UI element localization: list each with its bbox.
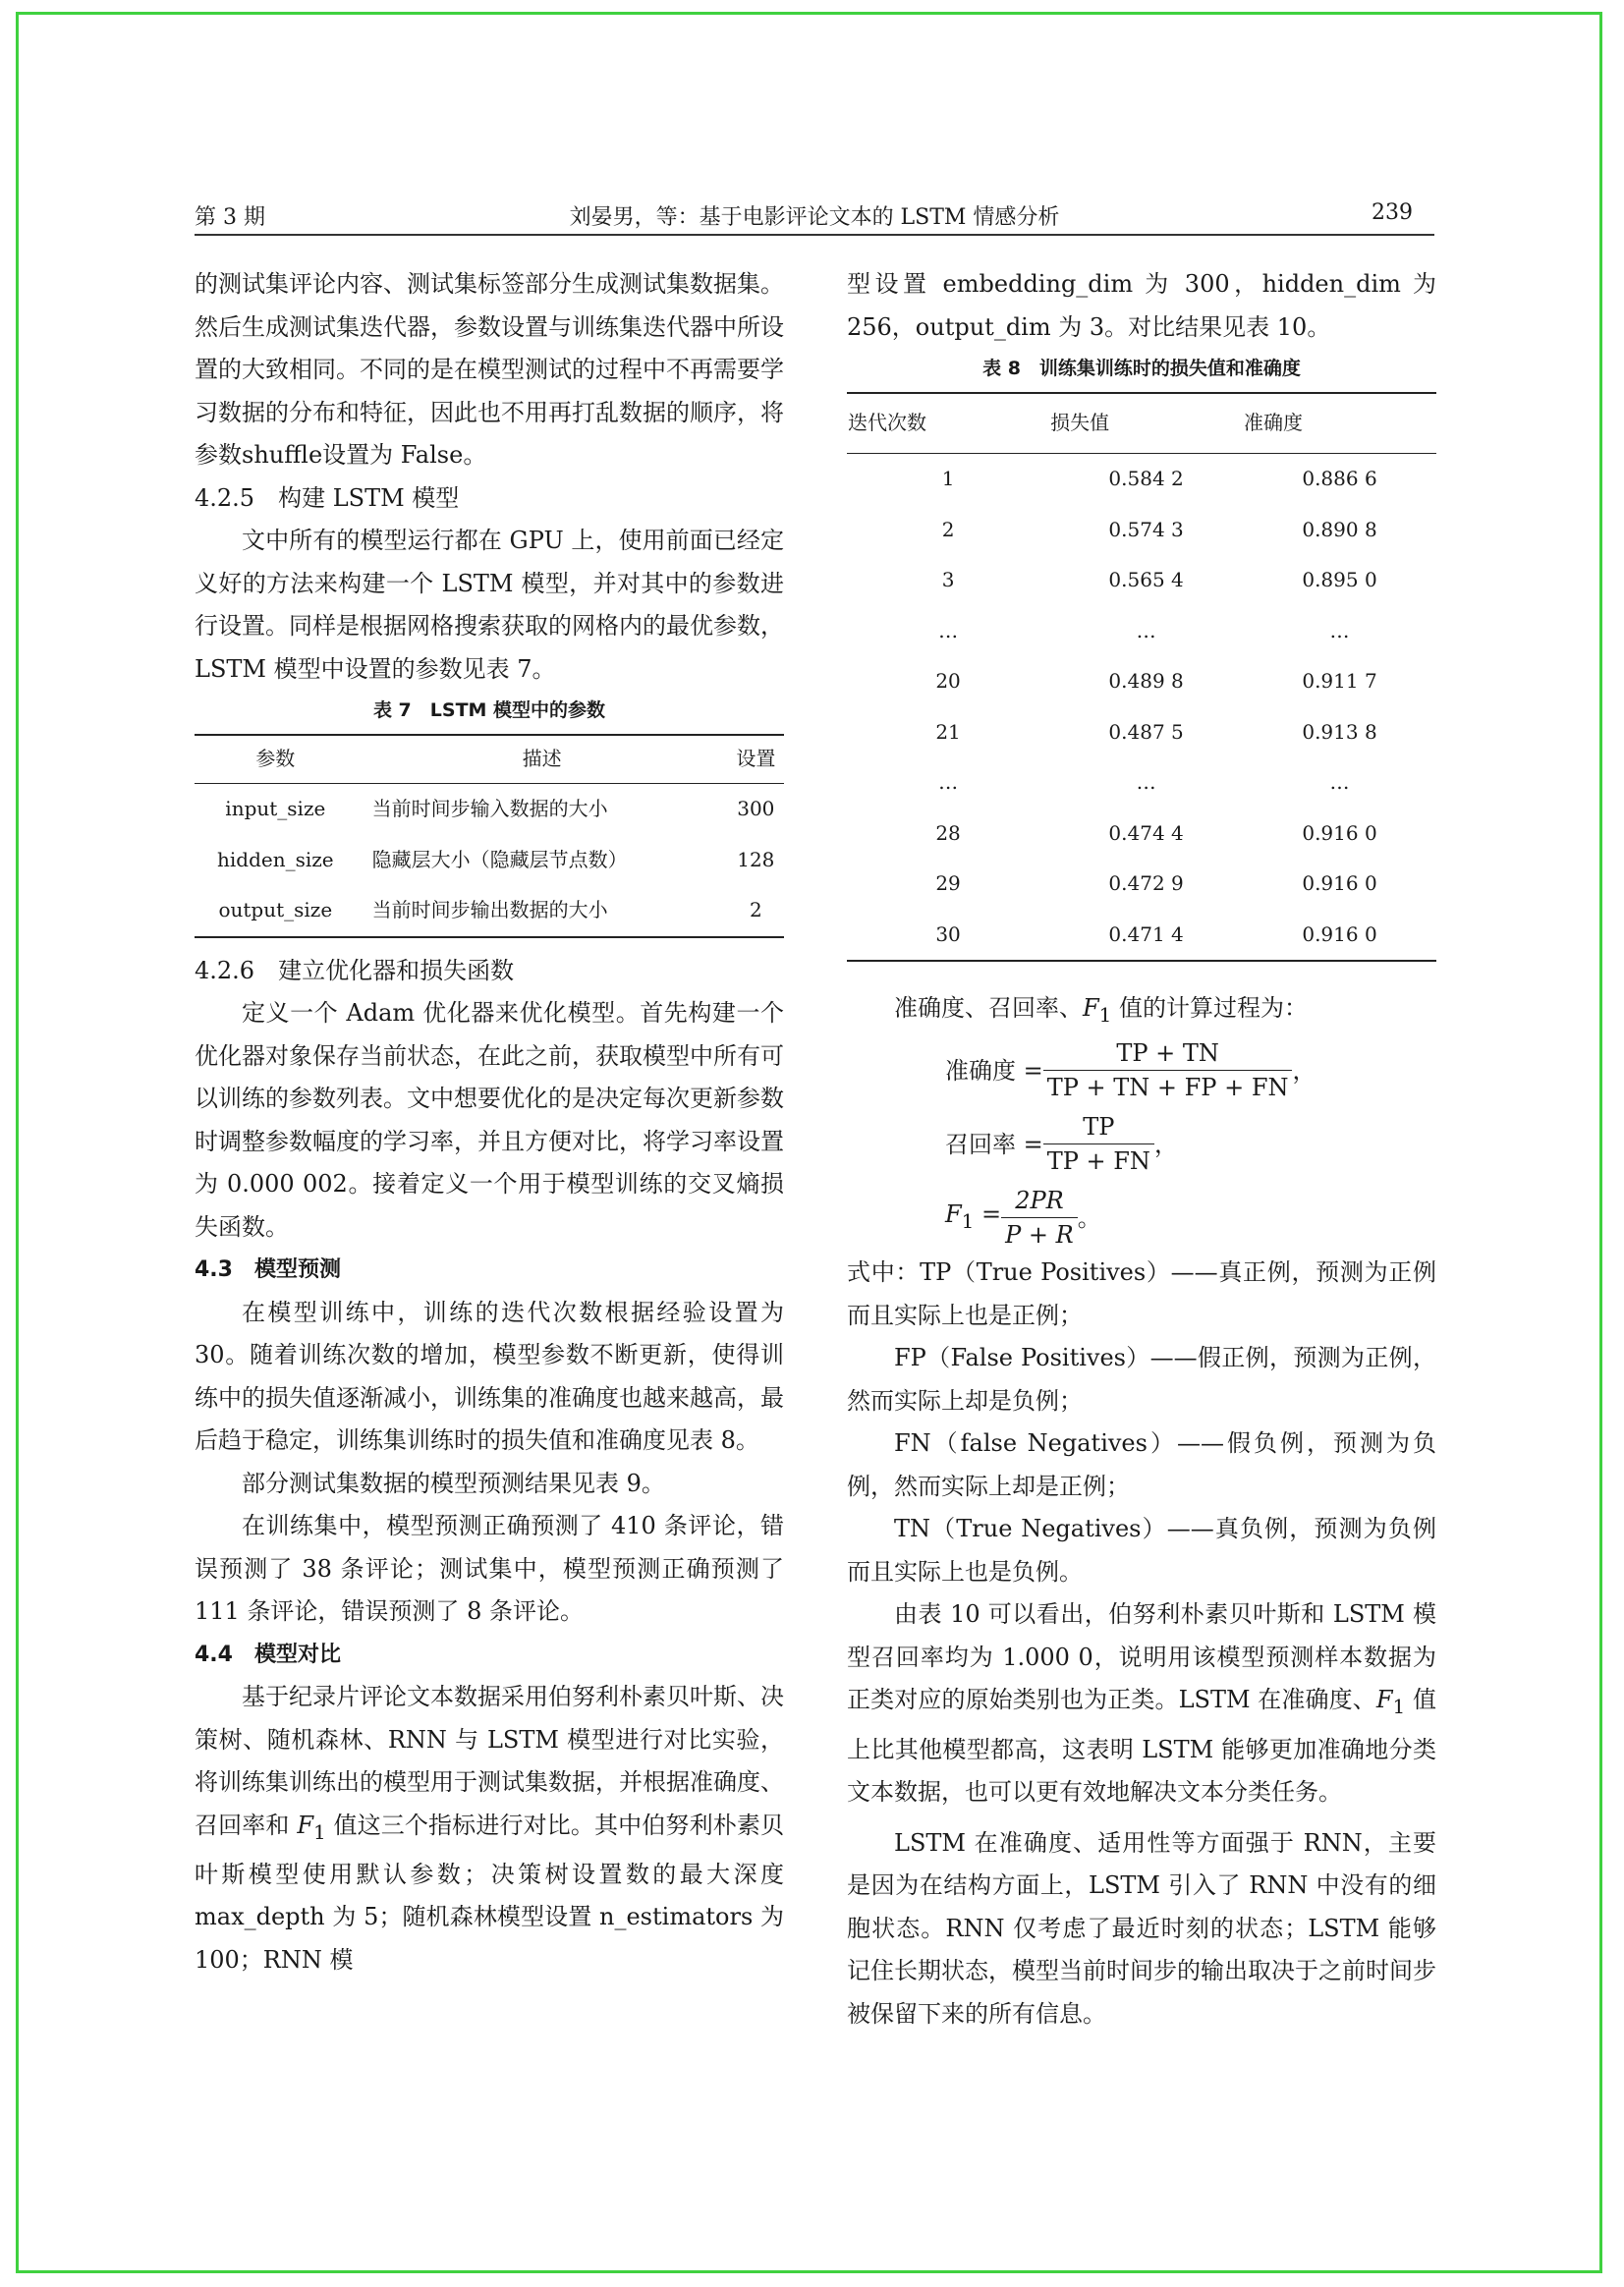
table-cell: …: [938, 770, 959, 794]
table-cell: 300: [737, 797, 775, 820]
table-7-caption: 表 7 LSTM 模型中的参数: [372, 699, 606, 721]
paragraph: 部分测试集数据的模型预测结果见表 9。: [242, 1469, 665, 1497]
table-row: [847, 707, 1436, 758]
text-run: 准确度、召回率、: [894, 994, 1083, 1022]
table-cell: 当前时间步输入数据的大小: [371, 797, 608, 820]
table-row: [847, 505, 1436, 556]
table-cell: 0.584 2: [1108, 467, 1184, 490]
text-run: 值上比其他模型都高，这表明 LSTM 能够更加准确地分类文本数据，也可以更有效地解决文本分类任务。: [847, 1686, 1436, 1807]
table-cell: 128: [737, 847, 775, 871]
paragraph: [847, 987, 1436, 1036]
f1-subscript: 1: [312, 1819, 326, 1844]
section-heading-4-2-6: 4.2.6 建立优化器和损失函数: [195, 956, 515, 984]
table-row: [847, 859, 1436, 910]
table-cell: 0.916 0: [1302, 871, 1377, 895]
table-cell: 0.487 5: [1108, 719, 1184, 744]
table-header-cell: 损失值: [1049, 393, 1243, 454]
definition: TN（True Negatives）——真负例，预测为负例而且实际上也是负例。: [847, 1515, 1436, 1586]
table-cell: 3: [941, 568, 955, 591]
denominator: TP + FN: [1046, 1147, 1150, 1176]
table-cell: 28: [935, 820, 961, 845]
table-row: [847, 809, 1436, 860]
fraction: [1001, 1184, 1078, 1252]
table-header-cell: 迭代次数: [847, 393, 1049, 454]
denominator: TP + TN + FP + FN: [1046, 1074, 1289, 1102]
text-run: 值这三个指标进行对比。其中伯努利朴素贝叶斯模型使用默认参数；决策树设置数的最大深度 max_depth 为 5；随机森林模型设置 n_estimators 为 100；RNN 模: [195, 1811, 784, 1974]
definition: FP（False Positives）——假正例，预测为正例，然而实际上却是负例；: [847, 1344, 1436, 1415]
table-8: [847, 392, 1436, 962]
f1-symbol: F: [1083, 994, 1099, 1022]
table-cell: …: [1329, 618, 1350, 642]
f1-symbol: F: [297, 1811, 313, 1839]
table-header-cell: 准确度: [1243, 393, 1436, 454]
paragraph: 型设置 embedding_dim 为 300，hidden_dim 为 256，output_dim 为 3。对比结果见表 10。: [847, 270, 1436, 341]
equation-recall: [945, 1110, 1436, 1178]
table-header-cell: 设置: [728, 735, 784, 784]
eq-end: 。: [1077, 1203, 1101, 1232]
table-cell: 隐藏层大小（隐藏层节点数）: [371, 847, 628, 871]
f1-symbol: F: [1375, 1686, 1393, 1714]
f1-subscript: 1: [1392, 1695, 1406, 1719]
running-title: 刘晏男，等：基于电影评论文本的 LSTM 情感分析: [569, 205, 1060, 230]
table-row: [847, 555, 1436, 606]
paragraph: 的测试集评论内容、测试集标签部分生成测试集数据集。然后生成测试集迭代器，参数设置与训练集迭代器中所设置的大致相同。不同的是在模型测试的过程中不再需要学习数据的分布和特征，因此也不用再打乱数据的顺序，将参数shuffle设置为 False。: [195, 270, 784, 469]
eq-end: ，: [1292, 1056, 1316, 1085]
table-cell: 0.886 6: [1302, 467, 1377, 490]
section-heading-4-4: 4.4 模型对比: [195, 1642, 341, 1667]
f1-symbol: F: [945, 1200, 962, 1229]
table-row: [195, 885, 784, 937]
eq-lhs: 召回率 =: [945, 1130, 1043, 1158]
numerator: TP: [1043, 1110, 1154, 1144]
table-header-row: [847, 393, 1436, 454]
table-row: [847, 910, 1436, 962]
section-heading-4-2-5: 4.2.5 构建 LSTM 模型: [195, 483, 460, 512]
table-cell: 0.916 0: [1302, 820, 1377, 845]
f1-subscript: 1: [1098, 1002, 1112, 1027]
table-cell: 1: [941, 467, 955, 490]
table-cell: 0.890 8: [1302, 517, 1377, 541]
table-row: [847, 656, 1436, 707]
paragraph: [195, 1676, 784, 1981]
text-run: 值的计算过程为：: [1111, 994, 1309, 1022]
fraction: [1043, 1110, 1154, 1178]
table-cell: 0.911 7: [1302, 669, 1377, 693]
eq-lhs: 准确度 =: [945, 1056, 1043, 1085]
table-row: [847, 454, 1436, 505]
table-cell: output_size: [218, 898, 333, 921]
table-row: [847, 606, 1436, 657]
table-header-row: [195, 735, 784, 784]
right-column: [847, 263, 1436, 2036]
table-8-caption: 表 8 训练集训练时的损失值和准确度: [982, 358, 1301, 379]
eq-end: ，: [1153, 1130, 1178, 1158]
paragraph: 文中所有的模型运行都在 GPU 上，使用前面已经定义好的方法来构建一个 LSTM 模型，并对其中的参数进行设置。同样是根据网格搜索获取的网格内的最优参数，LSTM 模型中设置的参数见表 7。: [195, 527, 784, 683]
table-7: [195, 734, 784, 938]
table-cell: 0.895 0: [1302, 568, 1377, 591]
table-cell: 0.913 8: [1302, 719, 1377, 744]
denominator: P + R: [1005, 1221, 1074, 1250]
table-cell: …: [938, 618, 959, 642]
paragraph: [847, 1593, 1436, 1813]
table-cell: hidden_size: [217, 847, 334, 871]
table-cell: 0.489 8: [1108, 669, 1184, 693]
table-cell: 2: [749, 898, 762, 921]
table-header-cell: 参数: [195, 735, 357, 784]
left-column: [195, 263, 784, 1981]
definition: 式中：TP（True Positives）——真正例，预测为正例而且实际上也是正例；: [847, 1258, 1436, 1329]
paragraph: 定义一个 Adam 优化器来优化模型。首先构建一个优化器对象保存当前状态，在此之前，获取模型中所有可以训练的参数列表。文中想要优化的是决定每次更新参数时调整参数幅度的学习率，并且方便对比，将学习率设置为 0.000 002。接着定义一个用于模型训练的交叉熵损失函数。: [195, 999, 784, 1241]
definition: FN（false Negatives）——假负例，预测为负例，然而实际上却是正例；: [847, 1429, 1436, 1500]
table-cell: …: [1329, 770, 1350, 794]
table-cell: …: [1136, 618, 1156, 642]
table-cell: 0.916 0: [1302, 921, 1377, 946]
table-cell: 0.472 9: [1108, 871, 1184, 895]
table-cell: 20: [935, 669, 961, 693]
table-cell: 0.471 4: [1108, 921, 1184, 946]
numerator: TP + TN: [1043, 1036, 1293, 1071]
table-cell: 2: [941, 517, 955, 541]
table-cell: …: [1136, 770, 1156, 794]
table-cell: 0.574 3: [1108, 517, 1184, 541]
table-cell: 0.565 4: [1108, 568, 1184, 591]
running-header: [195, 195, 1434, 236]
table-header-cell: 描述: [357, 735, 728, 784]
table-cell: 0.474 4: [1108, 820, 1184, 845]
f1-subscript: 1: [961, 1209, 975, 1234]
table-cell: 当前时间步输出数据的大小: [371, 898, 608, 921]
paragraph: LSTM 在准确度、适用性等方面强于 RNN，主要是因为在结构方面上，LSTM 引入了 RNN 中没有的细胞状态。RNN 仅考虑了最近时刻的状态；LSTM 能够记住长期状态，模型当前时间步的输出取决于之前时间步被保留下来的所有信息。: [847, 1828, 1436, 2028]
table-cell: 29: [935, 871, 961, 895]
table-cell: input_size: [225, 797, 326, 820]
text-run: 基于纪录片评论文本数据采用伯努利朴素贝叶斯、决策树、随机森林、RNN 与 LSTM 模型进行对比实验，将训练集训练出的模型用于测试集数据，并根据准确度、召回率和: [195, 1683, 784, 1839]
equals-sign: =: [974, 1200, 1002, 1229]
fraction: [1043, 1036, 1293, 1104]
paragraph: 在模型训练中，训练的迭代次数根据经验设置为 30。随着训练次数的增加，模型参数不断更新，使得训练中的损失值逐渐减小，训练集的准确度也越来越高，最后趋于稳定，训练集训练时的损失值和准确度见表 8。: [195, 1298, 784, 1454]
paragraph: 在训练集中，模型预测正确预测了 410 条评论，错误预测了 38 条评论；测试集中，模型预测正确预测了 111 条评论，错误预测了 8 条评论。: [195, 1512, 784, 1625]
text-run: 由表 10 可以看出，伯努利朴素贝叶斯和 LSTM 模型召回率均为 1.000 0，说明用该模型预测样本数据为正类对应的原始类别也为正类。LSTM 在准确度、: [847, 1600, 1436, 1714]
section-heading-4-3: 4.3 模型预测: [195, 1257, 341, 1282]
numerator: 2PR: [1001, 1184, 1078, 1218]
table-row: [195, 784, 784, 835]
eq-lhs: [945, 1198, 1001, 1238]
issue-number: 第 3 期: [195, 205, 265, 230]
table-row: [847, 757, 1436, 809]
equation-accuracy: [945, 1036, 1436, 1104]
table-row: [195, 835, 784, 886]
equation-f1: [945, 1184, 1436, 1252]
table-cell: 30: [935, 921, 961, 946]
page-number: 239: [1372, 200, 1413, 225]
table-cell: 21: [935, 719, 961, 744]
